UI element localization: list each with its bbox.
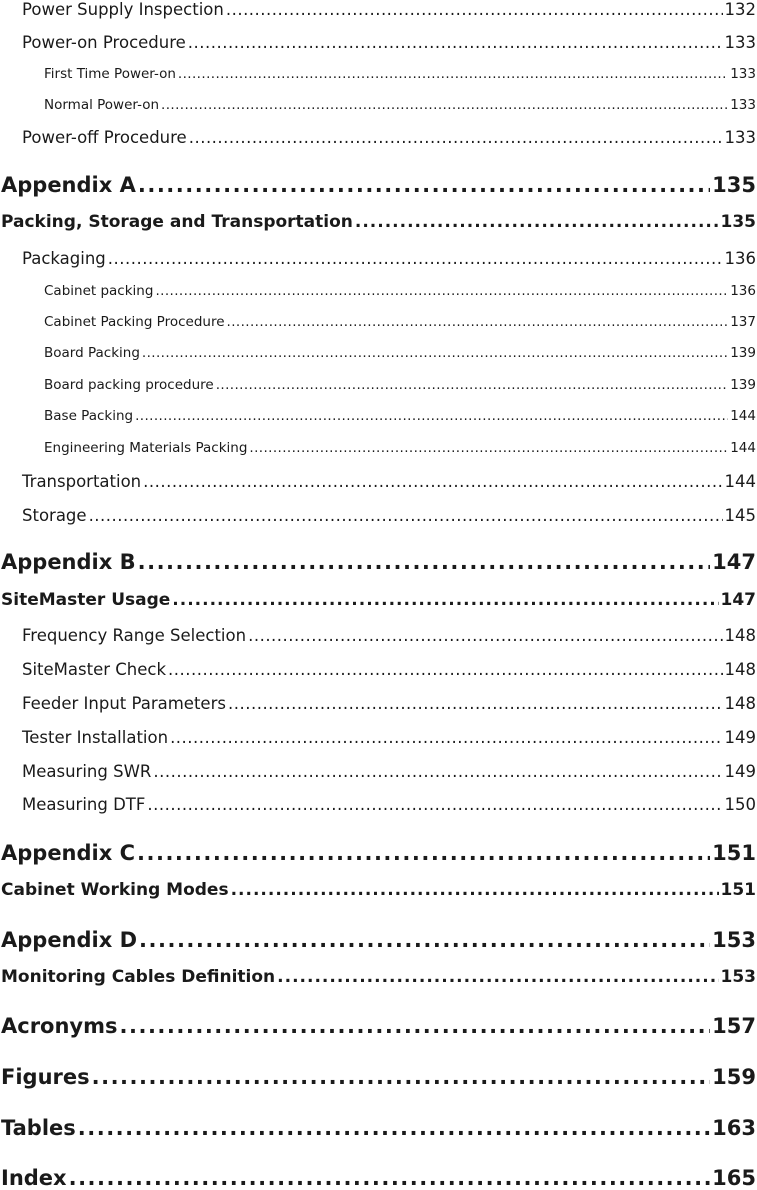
toc-entry-page: 135 — [712, 173, 756, 197]
toc-leader-dots — [277, 967, 718, 987]
toc-entry-page: 139 — [730, 345, 756, 361]
toc-entry-title: Measuring DTF — [22, 795, 146, 814]
toc-entry-page: 150 — [724, 795, 756, 814]
toc-leader-dots — [227, 314, 729, 330]
toc-leader-dots — [189, 128, 723, 147]
toc-entry-title: Board packing procedure — [44, 377, 214, 393]
toc-entry[interactable] — [1, 841, 756, 865]
toc-leader-dots — [226, 0, 723, 19]
toc-entry-page: 139 — [730, 377, 756, 393]
toc-leader-dots — [228, 694, 723, 713]
toc-entry[interactable] — [22, 694, 756, 713]
toc-entry-title: Tables — [1, 1116, 76, 1140]
toc-entry-page: 145 — [724, 506, 756, 525]
toc-leader-dots — [138, 550, 711, 574]
toc-entry-title: Appendix B — [1, 550, 136, 574]
toc-entry[interactable] — [1, 928, 756, 952]
toc-entry[interactable] — [22, 472, 756, 491]
toc-entry[interactable] — [44, 97, 756, 113]
toc-entry-title: Cabinet Packing Procedure — [44, 314, 225, 330]
toc-entry[interactable] — [22, 660, 756, 679]
toc-entry[interactable] — [1, 1116, 756, 1140]
toc-leader-dots — [139, 928, 710, 952]
toc-entry[interactable] — [44, 377, 756, 393]
toc-entry-title: Feeder Input Parameters — [22, 694, 226, 713]
toc-entry-title: Engineering Materials Packing — [44, 440, 248, 456]
toc-entry-page: 147 — [720, 590, 756, 610]
toc-entry-page: 165 — [712, 1166, 756, 1190]
toc-entry[interactable] — [22, 128, 756, 147]
toc-entry[interactable] — [1, 880, 756, 900]
toc-entry-page: 144 — [724, 472, 756, 491]
toc-leader-dots — [138, 173, 710, 197]
toc-entry[interactable] — [44, 440, 756, 456]
toc-leader-dots — [92, 1065, 711, 1089]
toc-leader-dots — [142, 345, 728, 361]
toc-entry-page: 137 — [730, 314, 756, 330]
toc-entry[interactable] — [22, 506, 756, 525]
toc-entry-title: Power-off Procedure — [22, 128, 187, 147]
toc-leader-dots — [188, 33, 723, 52]
toc-entry-title: Monitoring Cables Definition — [1, 967, 276, 987]
toc-leader-dots — [108, 249, 723, 268]
toc-entry[interactable] — [22, 795, 756, 814]
toc-entry-page: 149 — [724, 762, 756, 781]
toc-leader-dots — [178, 66, 728, 82]
toc-entry-page: 153 — [720, 967, 756, 987]
toc-entry-title: Base Packing — [44, 408, 134, 424]
toc-leader-dots — [155, 283, 728, 299]
toc-entry[interactable] — [22, 762, 756, 781]
toc-entry[interactable] — [1, 550, 756, 574]
toc-entry-title: Appendix A — [1, 173, 136, 197]
toc-leader-dots — [248, 626, 722, 645]
toc-entry[interactable] — [22, 728, 756, 747]
toc-entry-title: Cabinet Working Modes — [1, 880, 229, 900]
toc-entry[interactable] — [1, 1065, 756, 1089]
toc-entry-title: Tester Installation — [22, 728, 169, 747]
toc-entry-page: 153 — [712, 928, 756, 952]
toc-entry[interactable] — [44, 66, 756, 82]
toc-entry[interactable] — [1, 212, 756, 232]
toc-entry-title: Power-on Procedure — [22, 33, 186, 52]
toc-entry-page: 144 — [730, 408, 756, 424]
toc-entry-page: 147 — [712, 550, 756, 574]
toc-entry-page: 133 — [730, 97, 756, 113]
toc-entry-title: Acronyms — [1, 1014, 118, 1038]
toc-entry[interactable] — [44, 283, 756, 299]
toc-entry-title: First Time Power-on — [44, 66, 176, 82]
toc-entry-page: 151 — [720, 880, 756, 900]
toc-entry-page: 136 — [730, 283, 756, 299]
toc-leader-dots — [216, 377, 729, 393]
toc-entry[interactable] — [44, 314, 756, 330]
toc-entry-page: 148 — [724, 660, 756, 679]
toc-entry-title: Figures — [1, 1065, 90, 1089]
toc-leader-dots — [161, 97, 728, 113]
toc-entry-page: 136 — [724, 249, 756, 268]
toc-entry-page: 135 — [720, 212, 756, 232]
toc-entry-title: Board Packing — [44, 345, 140, 361]
toc-entry[interactable] — [1, 967, 756, 987]
toc-entry-page: 148 — [724, 626, 756, 645]
toc-entry-page: 144 — [730, 440, 756, 456]
toc-entry[interactable] — [44, 408, 756, 424]
toc-leader-dots — [78, 1116, 710, 1140]
toc-leader-dots — [355, 212, 719, 232]
toc-leader-dots — [231, 880, 719, 900]
toc-entry[interactable] — [1, 590, 756, 610]
toc-entry-title: Storage — [22, 506, 87, 525]
toc-leader-dots — [143, 472, 722, 491]
toc-leader-dots — [135, 408, 728, 424]
toc-entry[interactable] — [22, 249, 756, 268]
toc-leader-dots — [168, 660, 722, 679]
toc-entry[interactable] — [1, 1166, 756, 1190]
toc-leader-dots — [89, 506, 723, 525]
toc-entry[interactable] — [22, 626, 756, 645]
toc-entry[interactable] — [1, 173, 756, 197]
toc-entry-title: Index — [1, 1166, 67, 1190]
toc-entry-page: 133 — [724, 128, 756, 147]
toc-entry-page: 157 — [712, 1014, 756, 1038]
toc-leader-dots — [153, 762, 722, 781]
toc-entry-page: 133 — [724, 33, 756, 52]
toc-leader-dots — [172, 590, 718, 610]
toc-entry-title: Packing, Storage and Transportation — [1, 212, 353, 232]
toc-entry-page: 151 — [712, 841, 756, 865]
toc-leader-dots — [69, 1166, 711, 1190]
toc-entry-title: Measuring SWR — [22, 762, 152, 781]
toc-entry-title: Packaging — [22, 249, 106, 268]
toc-entry-title: Frequency Range Selection — [22, 626, 247, 645]
toc-entry-page: 133 — [730, 66, 756, 82]
toc-entry[interactable] — [44, 345, 756, 361]
toc-entry-title: Appendix C — [1, 841, 136, 865]
toc-entry-title: SiteMaster Usage — [1, 590, 171, 610]
toc-entry[interactable] — [22, 33, 756, 52]
toc-entry-page: 163 — [712, 1116, 756, 1140]
toc-leader-dots — [170, 728, 722, 747]
toc-entry-title: Cabinet packing — [44, 283, 154, 299]
toc-entry-page: 149 — [724, 728, 756, 747]
toc-entry-title: SiteMaster Check — [22, 660, 167, 679]
toc-entry-title: Transportation — [22, 472, 142, 491]
toc-entry-page: 148 — [724, 694, 756, 713]
toc-leader-dots — [249, 440, 728, 456]
toc-entry[interactable] — [22, 0, 756, 19]
toc-entry-title: Appendix D — [1, 928, 138, 952]
toc-leader-dots — [120, 1014, 711, 1038]
toc-entry[interactable] — [1, 1014, 756, 1038]
toc-leader-dots — [137, 841, 710, 865]
toc-entry-page: 159 — [712, 1065, 756, 1089]
toc-leader-dots — [147, 795, 722, 814]
toc-entry-page: 132 — [724, 0, 756, 19]
toc-entry-title: Power Supply Inspection — [22, 0, 224, 19]
toc-entry-title: Normal Power-on — [44, 97, 160, 113]
